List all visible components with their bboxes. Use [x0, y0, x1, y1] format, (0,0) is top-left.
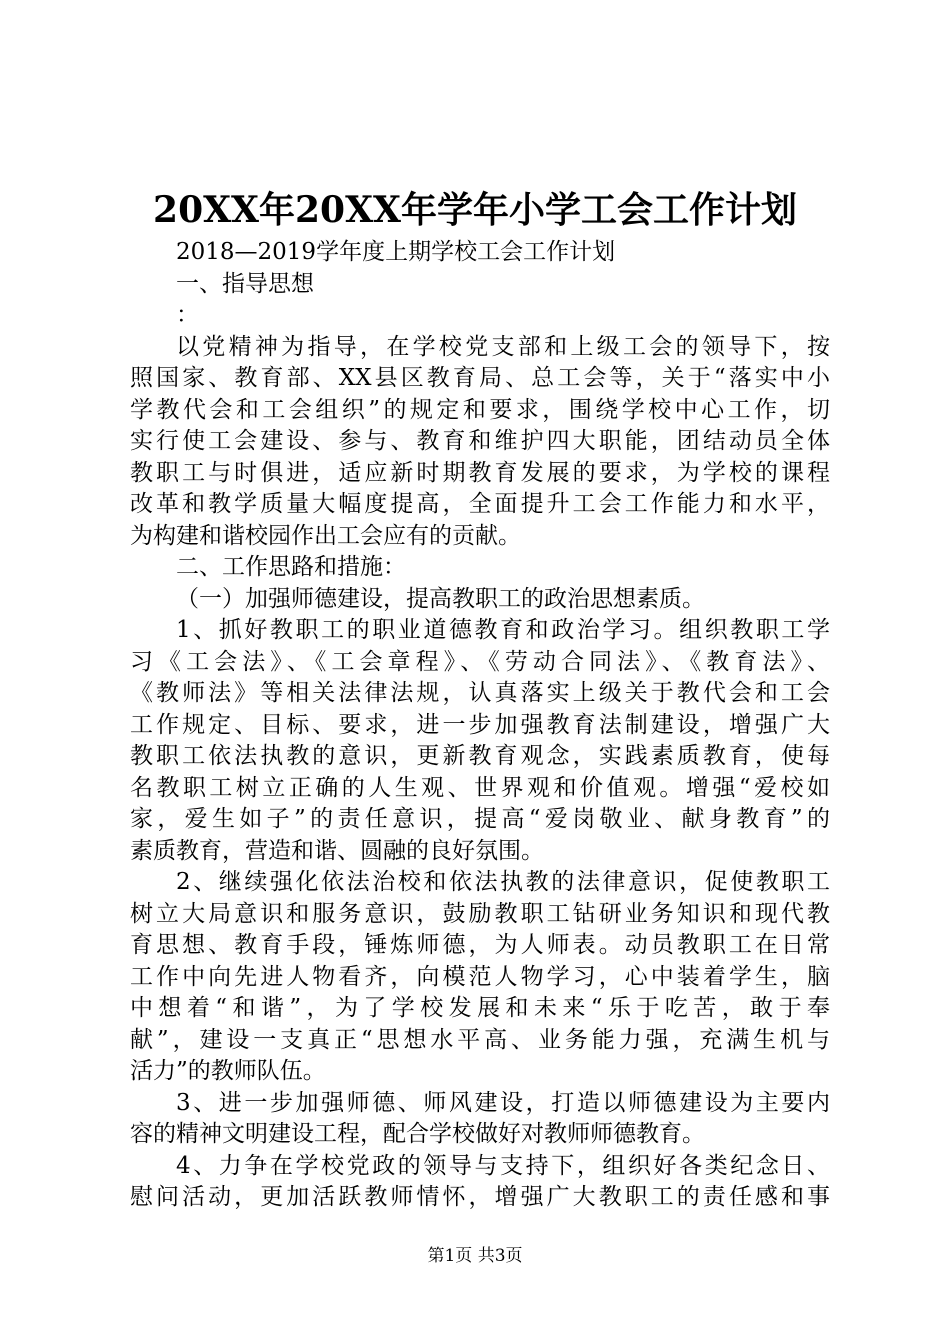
text-line: 家，爱生如子”的责任意识，提高“爱岗敬业、献身教育”的	[130, 806, 830, 832]
text-line: 树立大局意识和服务意识，鼓励教职工钻研业务知识和现代教	[130, 900, 830, 927]
text-line: 工作规定、目标、要求，进一步加强教育法制建设，增强广大	[130, 711, 830, 738]
document-title: 20XX年20XX年学年小学工会工作计划	[153, 189, 797, 231]
text-line: 慰问活动，更加活跃教师情怀，增强广大教职工的责任感和事	[130, 1184, 830, 1210]
text-line: 容的精神文明建设工程，配合学校做好对教师师德教育。	[130, 1121, 705, 1147]
text-line: 1、抓好教职工的职业道德教育和政治学习。组织教职工学	[176, 617, 830, 643]
text-line: 中想着“和谐”，为了学校发展和未来“乐于吃苦，敢于奉	[130, 995, 830, 1021]
text-line: 2、继续强化依法治校和依法执教的法律意识，促使教职工	[176, 869, 830, 895]
text-line: 照国家、教育部、XX县区教育局、总工会等，关于“落实中小	[130, 365, 830, 391]
text-line: 教职工依法执教的意识，更新教育观念，实践素质教育，使每	[130, 743, 830, 769]
text-line: 为构建和谐校园作出工会应有的贡献。	[130, 522, 521, 549]
text-line: 一、指导思想	[176, 270, 314, 297]
text-line: 改革和教学质量大幅度提高，全面提升工会工作能力和水平，	[130, 491, 830, 517]
text-line: 习《工会法》、《工会章程》、《劳动合同法》、《教育法》、	[130, 648, 830, 675]
text-line: 4、力争在学校党政的领导与支持下，组织好各类纪念日、	[176, 1152, 830, 1179]
text-line: （一）加强师德建设，提高教职工的政治思想素质。	[176, 585, 705, 612]
text-line: 育思想、教育手段，锤炼师德，为人师表。动员教职工在日常	[130, 932, 830, 958]
text-line: 实行使工会建设、参与、教育和维护四大职能，团结动员全体	[130, 428, 830, 454]
text-line: 《教师法》等相关法律法规，认真落实上级关于教代会和工会	[130, 680, 830, 706]
text-line: 以党精神为指导，在学校党支部和上级工会的领导下，按	[176, 333, 830, 360]
text-line: 二、工作思路和措施：	[176, 554, 406, 580]
page-footer: 第1页 共3页	[427, 1246, 523, 1266]
text-line: 3、进一步加强师德、师风建设，打造以师德建设为主要内	[176, 1089, 830, 1116]
text-line: 2018—2019学年度上期学校工会工作计划	[176, 239, 616, 265]
text-line: 教职工与时俱进，适应新时期教育发展的要求，为学校的课程	[130, 459, 830, 486]
document-body	[130, 237, 830, 1214]
text-line: 活力”的教师队伍。	[130, 1058, 326, 1084]
text-line: ：	[176, 302, 199, 328]
text-line: 名教职工树立正确的人生观、世界观和价值观。增强“爱校如	[130, 774, 830, 801]
text-line: 学教代会和工会组织”的规定和要求，围绕学校中心工作，切	[130, 396, 830, 423]
text-line: 素质教育，营造和谐、圆融的良好氛围。	[130, 837, 544, 864]
text-line: 工作中向先进人物看齐，向模范人物学习，心中装着学生，脑	[130, 963, 830, 990]
text-line: 献”，建设一支真正“思想水平高、业务能力强，充满生机与	[130, 1026, 830, 1053]
